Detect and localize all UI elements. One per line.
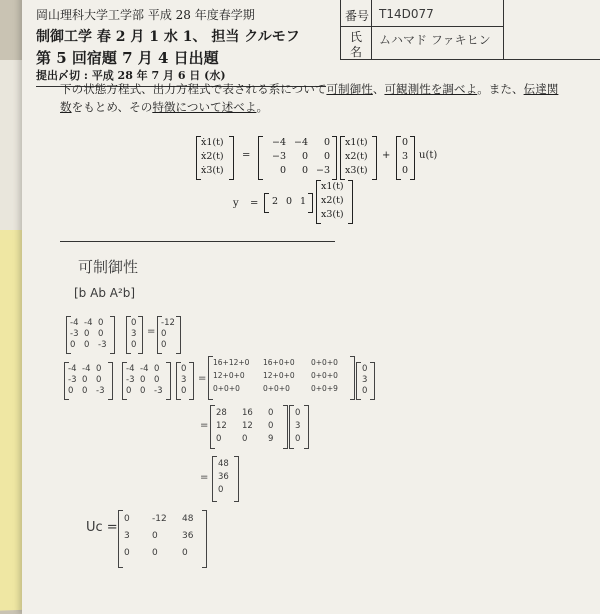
name-label-1: 氏 (350, 30, 363, 44)
assignment-title: 第 5 回宿題 7 月 4 日出題 (36, 49, 219, 67)
controllability-matrix-form: [b Ab A²b] (74, 286, 136, 300)
observability-term: 可観測性を調べよ (384, 82, 478, 96)
transfer-function-term: 伝達関数 (60, 82, 559, 114)
student-info-box (340, 0, 600, 60)
characteristics-term: 特徴について述べよ (152, 100, 257, 114)
problem-statement: 下の状態方程式、出力方程式で表される系について可制御性、可観測性を調べよ。また、伝達関数をもとめ、その特徴について述べよ。 (60, 82, 559, 114)
name-label-2: 名 (350, 45, 363, 59)
uc-label: Uc = (86, 520, 118, 535)
controllability-term: 可制御性 (326, 82, 373, 96)
student-number: T14D077 (379, 7, 434, 21)
student-name: ムハマド ファキヒン (379, 33, 491, 47)
course-info: 岡山理科大学工学部 平成 28 年度春学期 (36, 8, 255, 22)
number-label: 番号 (345, 9, 370, 23)
section-rule (60, 241, 335, 242)
deadline: 提出〆切 : 平成 28 年 7 月 6 日 (水) (36, 69, 226, 82)
course-title: 制御工学 春 2 月 1 水 1、 担当 クルモフ (36, 29, 300, 45)
controllability-heading: 可制御性 (78, 258, 139, 276)
